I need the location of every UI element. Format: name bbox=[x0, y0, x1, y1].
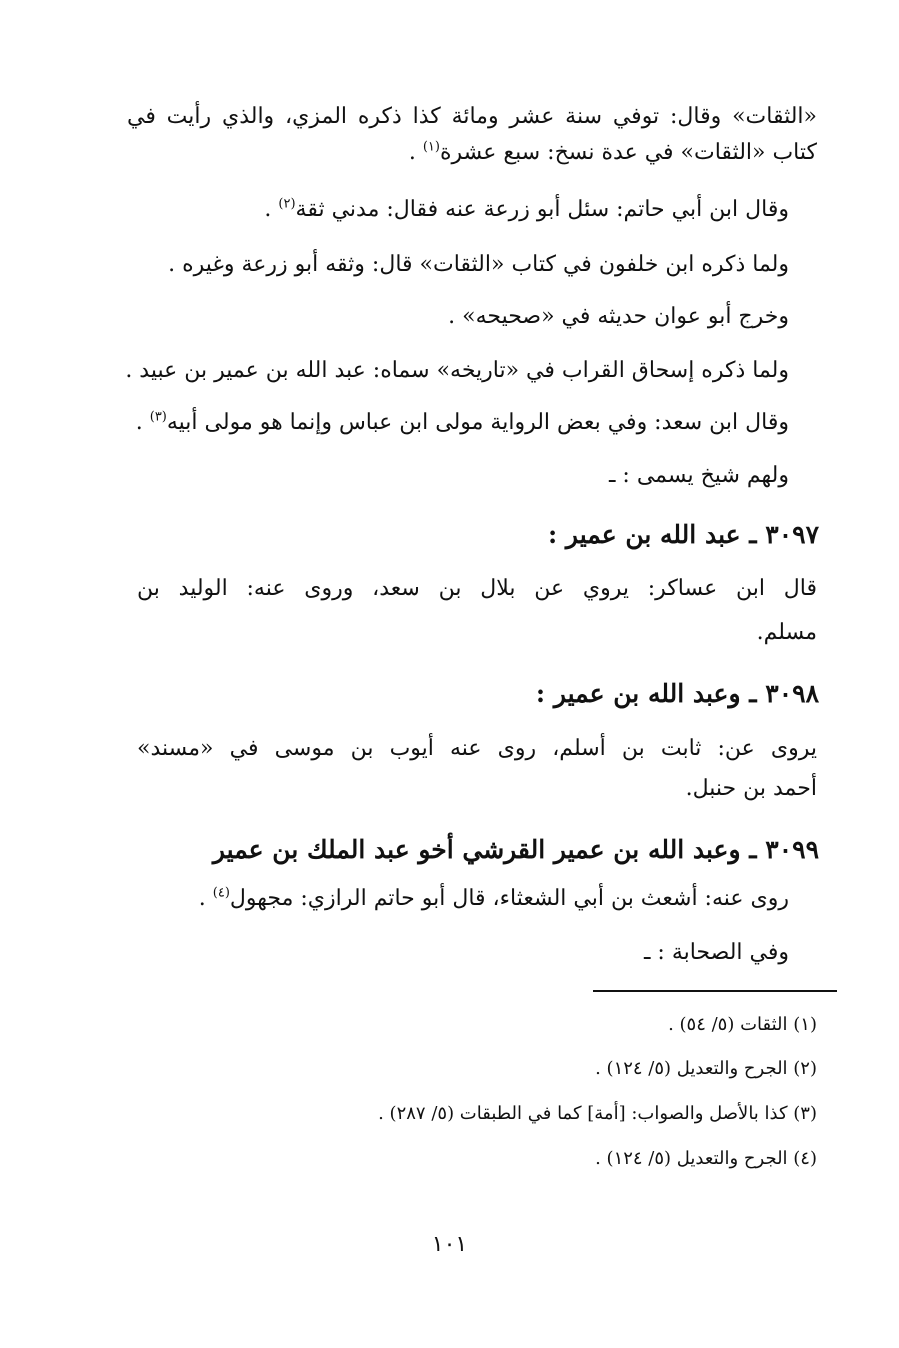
paragraph-text: كتاب «الثقات» في عدة نسخ: سبع عشرة bbox=[439, 140, 817, 165]
entry-text-line: وفي الصحابة : ـ bbox=[643, 940, 789, 965]
entry-heading: ٣٠٩٨ ـ وعبد الله بن عمير : bbox=[535, 679, 819, 708]
paragraph-text: وقال ابن سعد: وفي بعض الرواية مولى ابن عباس وإنما هو مولى أبيه bbox=[166, 410, 789, 435]
footnote: (١) الثقات (٥/ ٥٤) . bbox=[668, 1014, 817, 1035]
entry-text-line: روى عنه: أشعث بن أبي الشعثاء، قال أبو حاتم الرازي: مجهول$^{(٤)}$ . bbox=[198, 885, 789, 911]
footnote-ref: (١) bbox=[422, 139, 440, 155]
paragraph-line: وقال ابن سعد: وفي بعض الرواية مولى ابن عباس وإنما هو مولى أبيه$^{(٣)}$ . bbox=[135, 409, 789, 435]
entry-text: روى عنه: أشعث بن أبي الشعثاء، قال أبو حاتم الرازي: مجهول bbox=[229, 886, 789, 911]
footnote-separator bbox=[593, 990, 837, 992]
entry-text-line: مسلم. bbox=[756, 620, 817, 645]
footnote-ref: (٤) bbox=[212, 885, 230, 901]
entry-heading: ٣٠٩٧ ـ عبد الله بن عمير : bbox=[547, 520, 819, 549]
footnote: (٤) الجرح والتعديل (٥/ ١٢٤) . bbox=[595, 1148, 817, 1169]
paragraph-line: وخرج أبو عوان حديثه في «صحيحه» . bbox=[448, 304, 789, 329]
footnote-ref: (٢) bbox=[278, 196, 296, 212]
entry-text-line: قال ابن عساكر: يروي عن بلال بن سعد، وروى عنه: الوليد بن bbox=[137, 576, 817, 601]
paragraph-line: كتاب «الثقات» في عدة نسخ: سبع عشرة$^{(١)}$ . bbox=[408, 139, 817, 165]
footnote: (٣) كذا بالأصل والصواب: [أمة] كما في الطبقات (٥/ ٢٨٧) . bbox=[378, 1103, 817, 1124]
entry-text-line: يروى عن: ثابت بن أسلم، روى عنه أيوب بن موسى في «مسند» bbox=[137, 736, 817, 761]
entry-text-line: أحمد بن حنبل. bbox=[685, 776, 817, 801]
footnote: (٢) الجرح والتعديل (٥/ ١٢٤) . bbox=[595, 1058, 817, 1079]
entry-heading: ٣٠٩٩ ـ وعبد الله بن عمير القرشي أخو عبد الملك بن عمير bbox=[212, 835, 819, 864]
paragraph-line: ولما ذكره ابن خلفون في كتاب «الثقات» قال: وثقه أبو زرعة وغيره . bbox=[168, 252, 789, 277]
paragraph-line: «الثقات» وقال: توفي سنة عشر ومائة كذا ذكره المزي، والذي رأيت في bbox=[127, 104, 818, 129]
paragraph-text: وقال ابن أبي حاتم: سئل أبو زرعة عنه فقال: مدني ثقة bbox=[295, 197, 789, 222]
paragraph-line: ولما ذكره إسحاق القراب في «تاريخه» سماه: عبد الله بن عمير بن عبيد . bbox=[125, 358, 789, 383]
page-number: ١٠١ bbox=[431, 1232, 468, 1257]
paragraph-line: وقال ابن أبي حاتم: سئل أبو زرعة عنه فقال: مدني ثقة$^{(٢)}$ . bbox=[264, 196, 789, 222]
footnote-ref: (٣) bbox=[149, 409, 167, 425]
paragraph-line: ولهم شيخ يسمى : ـ bbox=[608, 463, 789, 488]
